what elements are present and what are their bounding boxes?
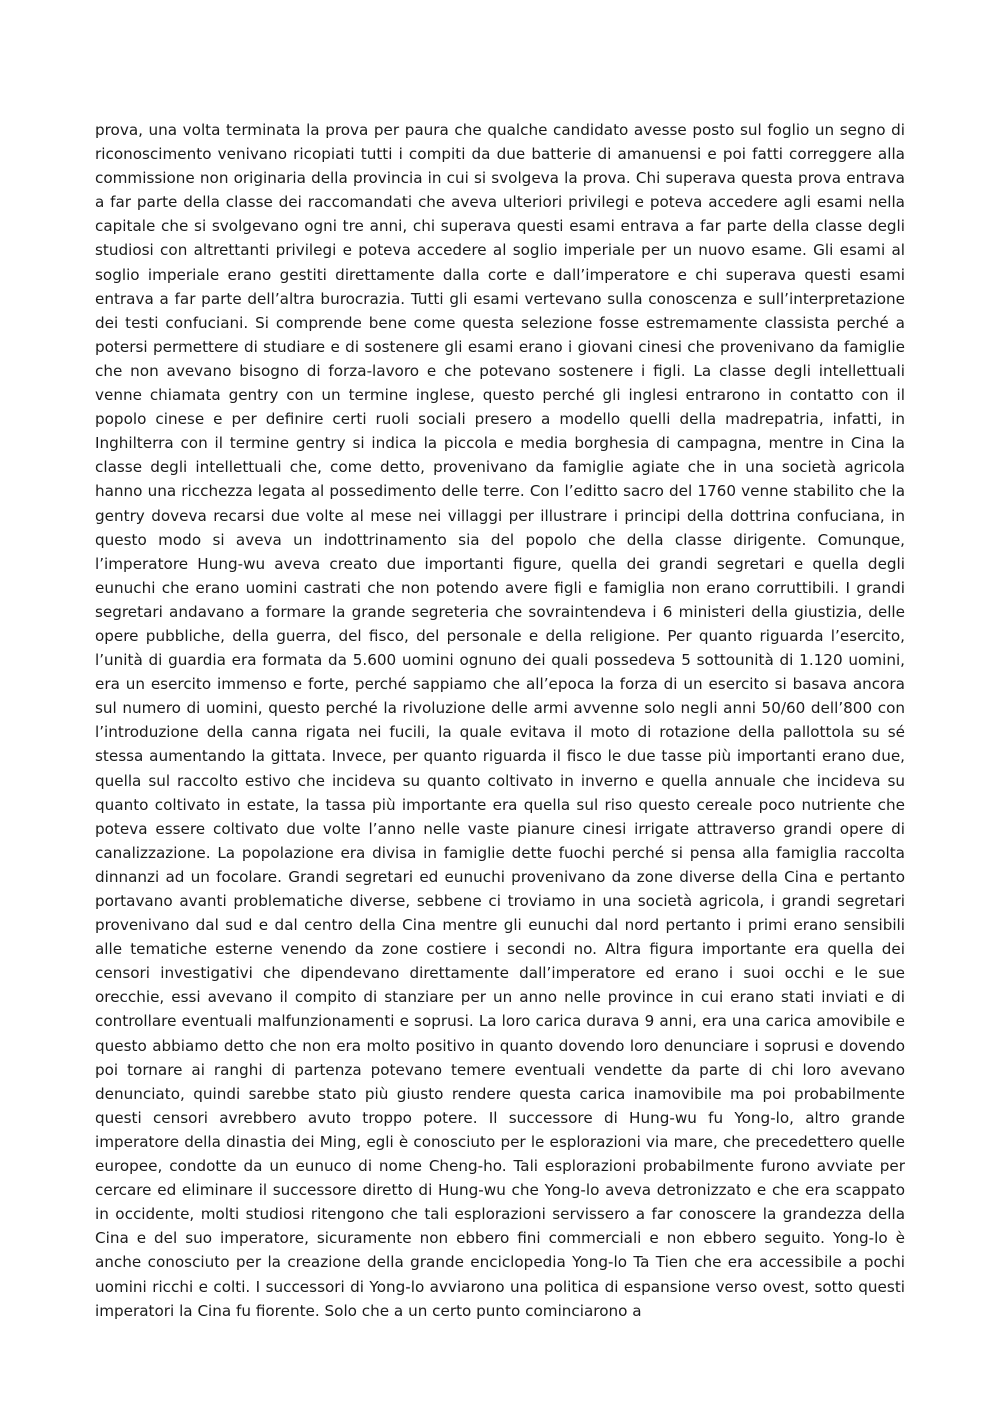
body-paragraph: prova, una volta terminata la prova per paura che qualche candidato avesse posto sul foglio un segno di riconoscimento venivano ricopiati tutti i compiti da due batterie di amanuensi e poi fatti correggere alla commissione non originaria della provincia in cui si svolgeva la prova. Chi superava questa prova entrava a far parte della classe dei raccomandati che aveva ulteriori privilegi e poteva accedere agli esami nella capitale che si svolgevano ogni tre anni, chi superava questi esami entrava a far parte della classe degli studiosi con altrettanti privilegi e poteva accedere al soglio imperiale per un nuovo esame. Gli esami al soglio imperiale erano gestiti direttamente dalla corte e dall’imperatore e chi superava questi esami entrava a far parte dell’altra burocrazia. Tutti gli esami vertevano sulla conoscenza e sull’interpretazione dei testi confuciani. Si comprende bene come questa selezione fosse estremamente classista perché a potersi permettere di studiare e di sostenere gli esami erano i giovani cinesi che provenivano da famiglie che non avevano bisogno di forza-lavoro e che potevano sostenere i figli. La classe degli intellettuali venne chiamata gentry con un termine inglese, questo perché gli inglesi entrarono in contatto con il popolo cinese e per definire certi ruoli sociali presero a modello quelli della madrepatria, infatti, in Inghilterra con il termine gentry si indica la piccola e media borghesia di campagna, mentre in Cina la classe degli intellettuali che, come detto, provenivano da famiglie agiate che in una società agricola hanno una ricchezza legata al possedimento delle terre. Con l’editto sacro del 1760 venne stabilito che la gentry doveva recarsi due volte al mese nei villaggi per illustrare i principi della dottrina confuciana, in questo modo si aveva un indottrinamento sia del popolo che della classe dirigente. Comunque, l’imperatore Hung-wu aveva creato due importanti figure, quella dei grandi segretari e quella degli eunuchi che erano uomini castrati che non potendo avere figli e famiglia non erano corruttibili. I grandi segretari andavano a formare la grande segreteria che sovraintendeva i 6 ministeri della giustizia, delle opere pubbliche, della guerra, del fisco, del personale e della religione. Per quanto riguarda l’esercito, l’unità di guardia era formata da 5.600 uomini ognuno dei quali possedeva 5 sottounità di 1.120 uomini, era un esercito immenso e forte, perché sappiamo che all’epoca la forza di un esercito si basava ancora sul numero di uomini, questo perché la rivoluzione delle armi avvenne solo negli anni 50/60 dell’800 con l’introduzione della canna rigata nei fucili, la quale evitava il moto di rotazione della pallottola su sé stessa aumentando la gittata. Invece, per quanto riguarda il fisco le due tasse più importanti erano due, quella sul raccolto estivo che incideva su quanto coltivato in inverno e quella annuale che incideva su quanto coltivato in estate, la tassa più importante era quella sul riso questo cereale poco nutriente che poteva essere coltivato due volte l’anno nelle vaste pianure cinesi irrigate attraverso grandi opere di canalizzazione. La popolazione era divisa in famiglie dette fuochi perché si pensa alla famiglia raccolta dinnanzi ad un focolare. Grandi segretari ed eunuchi provenivano da zone diverse della Cina e pertanto portavano avanti problematiche diverse, sebbene ci troviamo in una società agricola, i grandi segretari provenivano dal sud e dal centro della Cina mentre gli eunuchi dal nord pertanto i primi erano sensibili alle tematiche esterne venendo da zone costiere i secondi no. Altra figura importante era quella dei censori investigativi che dipendevano direttamente dall’imperatore ed erano i suoi occhi e le sue orecchie, essi avevano il compito di stanziare per un anno nelle province in cui erano stati inviati e di controllare eventuali malfunzionamenti e soprusi. La loro carica durava 9 anni, era una carica amovibile e questo abbiamo detto che non era molto positivo in quanto dovendo loro denunciare i soprusi e dovendo poi tornare ai ranghi di partenza potevano temere eventuali vendette da parte di chi loro avevano denunciato, quindi sarebbe stato più giusto rendere questa carica inamovibile ma poi probabilmente questi censori avrebbero avuto troppo potere. Il successore di Hung-wu fu Yong-lo, altro grande imperatore della dinastia dei Ming, egli è conosciuto per le esplorazioni via mare, che precedettero quelle europee, condotte da un eunuco di nome Cheng-ho. Tali esplorazioni probabilmente furono avviate per cercare ed eliminare il successore diretto di Hung-wu che Yong-lo aveva detronizzato e che era scappato in occidente, molti studiosi ritengono che tali esplorazioni servissero a far conoscere la grandezza della Cina e del suo imperatore, sicuramente non ebbero fini commerciali e non ebbero seguito. Yong-lo è anche conosciuto per la creazione della grande enciclopedia Yong-lo Ta Tien che era accessibile a pochi uomini ricchi e colti. I successori di Yong-lo avviarono una politica di espansione verso ovest, sotto questi imperatori la Cina fu fiorente. Solo che a un certo punto cominciarono a — [95, 121, 905, 1320]
